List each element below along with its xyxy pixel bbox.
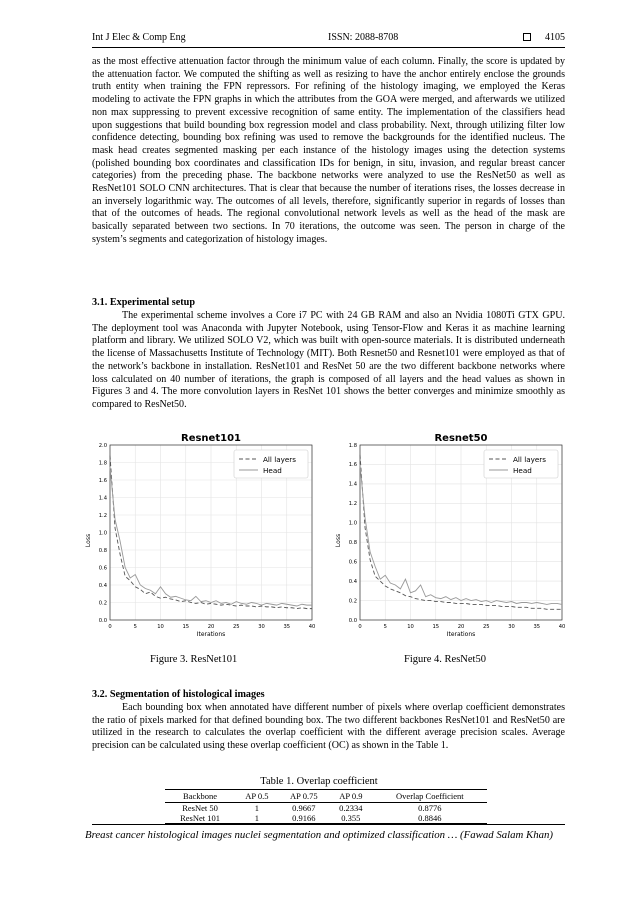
y-tick-label: 0.4 — [98, 582, 107, 589]
cell-ap075: 0.9166 — [279, 813, 329, 824]
x-tick-label: 15 — [182, 624, 190, 630]
x-tick-label: 25 — [232, 624, 240, 630]
legend-label: Head — [263, 466, 282, 475]
cell-ap09: 0.355 — [329, 813, 373, 824]
x-tick-label: 40 — [308, 624, 316, 630]
legend-label: Head — [513, 466, 532, 475]
header-ap075: AP 0.75 — [279, 790, 329, 803]
cell-backbone: ResNet 101 — [165, 813, 235, 824]
x-tick-label: 5 — [383, 624, 387, 630]
header-ap09: AP 0.9 — [329, 790, 373, 803]
y-tick-label: 1.4 — [348, 481, 357, 488]
page-footer: Breast cancer histological images nuclei segmentation and optimized classification … (Fawad Salam Khan) — [84, 829, 553, 841]
page-number: 4105 — [545, 32, 565, 43]
header-backbone: Backbone — [165, 790, 235, 803]
cell-backbone: ResNet 50 — [182, 803, 218, 813]
y-tick-label: 0.6 — [348, 559, 357, 566]
x-tick-label: 25 — [482, 624, 490, 630]
paragraph-segmentation: Each bounding box when annotated have different number of pixels where overlap coefficient demonstrates the ratio of pixels marked for that defined bounding box. The two different backbones ResNet101 and ResNet50 are utilized in the research to calculates the overlap coefficient with the different average precision scales. Average precision can be calculated using these overlap coefficient (OC) as shown in the Table 1. — [92, 702, 565, 752]
overlap-table — [165, 789, 487, 824]
paragraph-setup: The experimental scheme involves a Core i7 PC with 24 GB RAM and also an Nvidia 1080Ti GTX GPU. The deployment tool was Anaconda with Jupyter Notebook, using Tensor-Flow and Keras it as machine learning platform and library. We utilized SOLO V2, which was built with open-source materials. It is distributed underneath the license of Massachusetts Institute of Technology (MIT). Both Resnet50 and Resnet101 were employed as that of the network’s backbone in installation. ResNet101 and ResNet 50 are the two different backbone networks where loss calculated on 40 number of iterations, the graph is composed of all layers and the head values as shown in Figures 3 and 4. The more convolution layers in ResNet 101 shows the better converges and minimize smoothly as compared to ResNet50. — [92, 310, 565, 410]
y-tick-label: 0.0 — [348, 617, 357, 624]
cell-ap075: 0.9667 — [292, 803, 316, 813]
y-tick-label: 1.6 — [98, 477, 107, 484]
x-tick-label: 0 — [358, 624, 362, 630]
y-tick-label: 2.0 — [98, 442, 107, 449]
legend-label: All layers — [263, 455, 296, 464]
y-tick-label: 0.6 — [98, 565, 107, 572]
chart-title: Resnet101 — [181, 433, 241, 444]
cell-ap09: 0.2334 — [339, 803, 363, 813]
x-tick-label: 30 — [508, 624, 515, 630]
chart-resnet101 — [80, 430, 320, 640]
x-tick-label: 40 — [558, 624, 566, 630]
y-tick-label: 1.0 — [348, 520, 357, 527]
header-divider — [92, 47, 565, 48]
y-tick-label: 0.8 — [348, 540, 357, 547]
figure-3-caption: Figure 3. ResNet101 — [150, 654, 238, 665]
x-tick-label: 15 — [432, 624, 440, 630]
table-header-row — [165, 790, 487, 803]
legend-label: All layers — [513, 455, 546, 464]
resnet50-plot — [330, 430, 570, 640]
figure-4-caption: Figure 4. ResNet50 — [404, 654, 486, 665]
y-tick-label: 1.6 — [348, 462, 357, 469]
journal-name: Int J Elec & Comp Eng — [92, 32, 186, 43]
resnet101-plot — [80, 430, 320, 640]
paragraph-intro: as the most effective attenuation factor through the minimum value of each column. Finally, the score is updated by the attenuation factor. We computed the shifting as well as resizing to have the anchor entirely enclose the grounds truth entity when training the FPN repressors. For refining of the histology imaging, we employed the Keras modeling to activate the FPN graphs in which the attributes from the GOA were merged, and afterwards we utilized non max suppressing to prevent excessive recognition of same entity. The implementation of the classifiers head upon suggestions that build bounding box regression model and class probability. Next, through utilizing filter low confidence detecting, bounding box refining was used to remove the backgrounds for the identified nucleus. The mask head creates segmented masking per each instance of the histology images using the detection systems (polished bounding box coordinates and classification IDs for benign, in situ, invasion, and regular breast cancer categories) from the preceding phase. The backbone networks were analyzed to use the ResNet50 as well as ResNet101 SOLO CNN architectures. That is clear that because the number of iterations rises, the losses decrease in an inversely logarithmic way. The outcomes of all levels, therefore, significantly superior in regards of losses than that of the outcomes of heads. The regional convolutional network levels as well as the head of the mask are basically separated between two sections. In 70 iterations, the outcome was seen. The person in charge of the system’s segments and categorization of histology images. — [92, 56, 565, 245]
x-tick-label: 30 — [258, 624, 265, 630]
y-tick-label: 0.4 — [348, 578, 357, 585]
x-axis-label: Iterations — [446, 631, 476, 638]
header-overlap: Overlap Coefficient — [373, 790, 487, 803]
issn: ISSN: 2088-8708 — [328, 32, 399, 43]
y-tick-label: 1.4 — [98, 495, 107, 502]
x-tick-label: 10 — [157, 624, 164, 630]
y-tick-label: 0.2 — [98, 600, 107, 607]
y-tick-label: 1.0 — [98, 530, 107, 537]
cell-ap05: 1 — [235, 813, 279, 824]
chart-resnet50 — [330, 430, 570, 640]
y-tick-label: 0.0 — [98, 617, 107, 624]
y-tick-label: 1.2 — [98, 512, 107, 519]
y-tick-label: 0.2 — [348, 598, 357, 605]
cell-overlap: 0.8776 — [418, 803, 442, 813]
y-tick-label: 1.8 — [348, 442, 357, 449]
y-tick-label: 1.8 — [98, 460, 107, 467]
x-tick-label: 0 — [108, 624, 112, 630]
section-heading-3-1: 3.1. Experimental setup — [92, 297, 196, 308]
y-tick-label: 0.8 — [98, 547, 107, 554]
cell-overlap: 0.8846 — [373, 813, 487, 824]
x-axis-label: Iterations — [196, 631, 226, 638]
section-heading-3-2: 3.2. Segmentation of histological images — [92, 689, 265, 700]
x-tick-label: 5 — [133, 624, 137, 630]
table-row — [165, 813, 487, 824]
table-title: Table 1. Overlap coefficient — [260, 776, 378, 787]
y-tick-label: 1.2 — [348, 501, 357, 508]
x-tick-label: 20 — [207, 624, 215, 630]
checkbox-icon — [523, 33, 531, 41]
header-ap05: AP 0.5 — [235, 790, 279, 803]
page-number-block — [523, 32, 565, 43]
y-axis-label: Loss — [335, 533, 342, 548]
y-axis-label: Loss — [85, 533, 92, 548]
footer-divider — [92, 824, 565, 825]
x-tick-label: 35 — [283, 624, 291, 630]
page-header — [92, 28, 565, 48]
x-tick-label: 10 — [407, 624, 414, 630]
cell-ap05: 1 — [254, 803, 259, 813]
x-tick-label: 35 — [533, 624, 541, 630]
table-row — [165, 803, 487, 814]
x-tick-label: 20 — [457, 624, 465, 630]
chart-title: Resnet50 — [434, 433, 488, 444]
